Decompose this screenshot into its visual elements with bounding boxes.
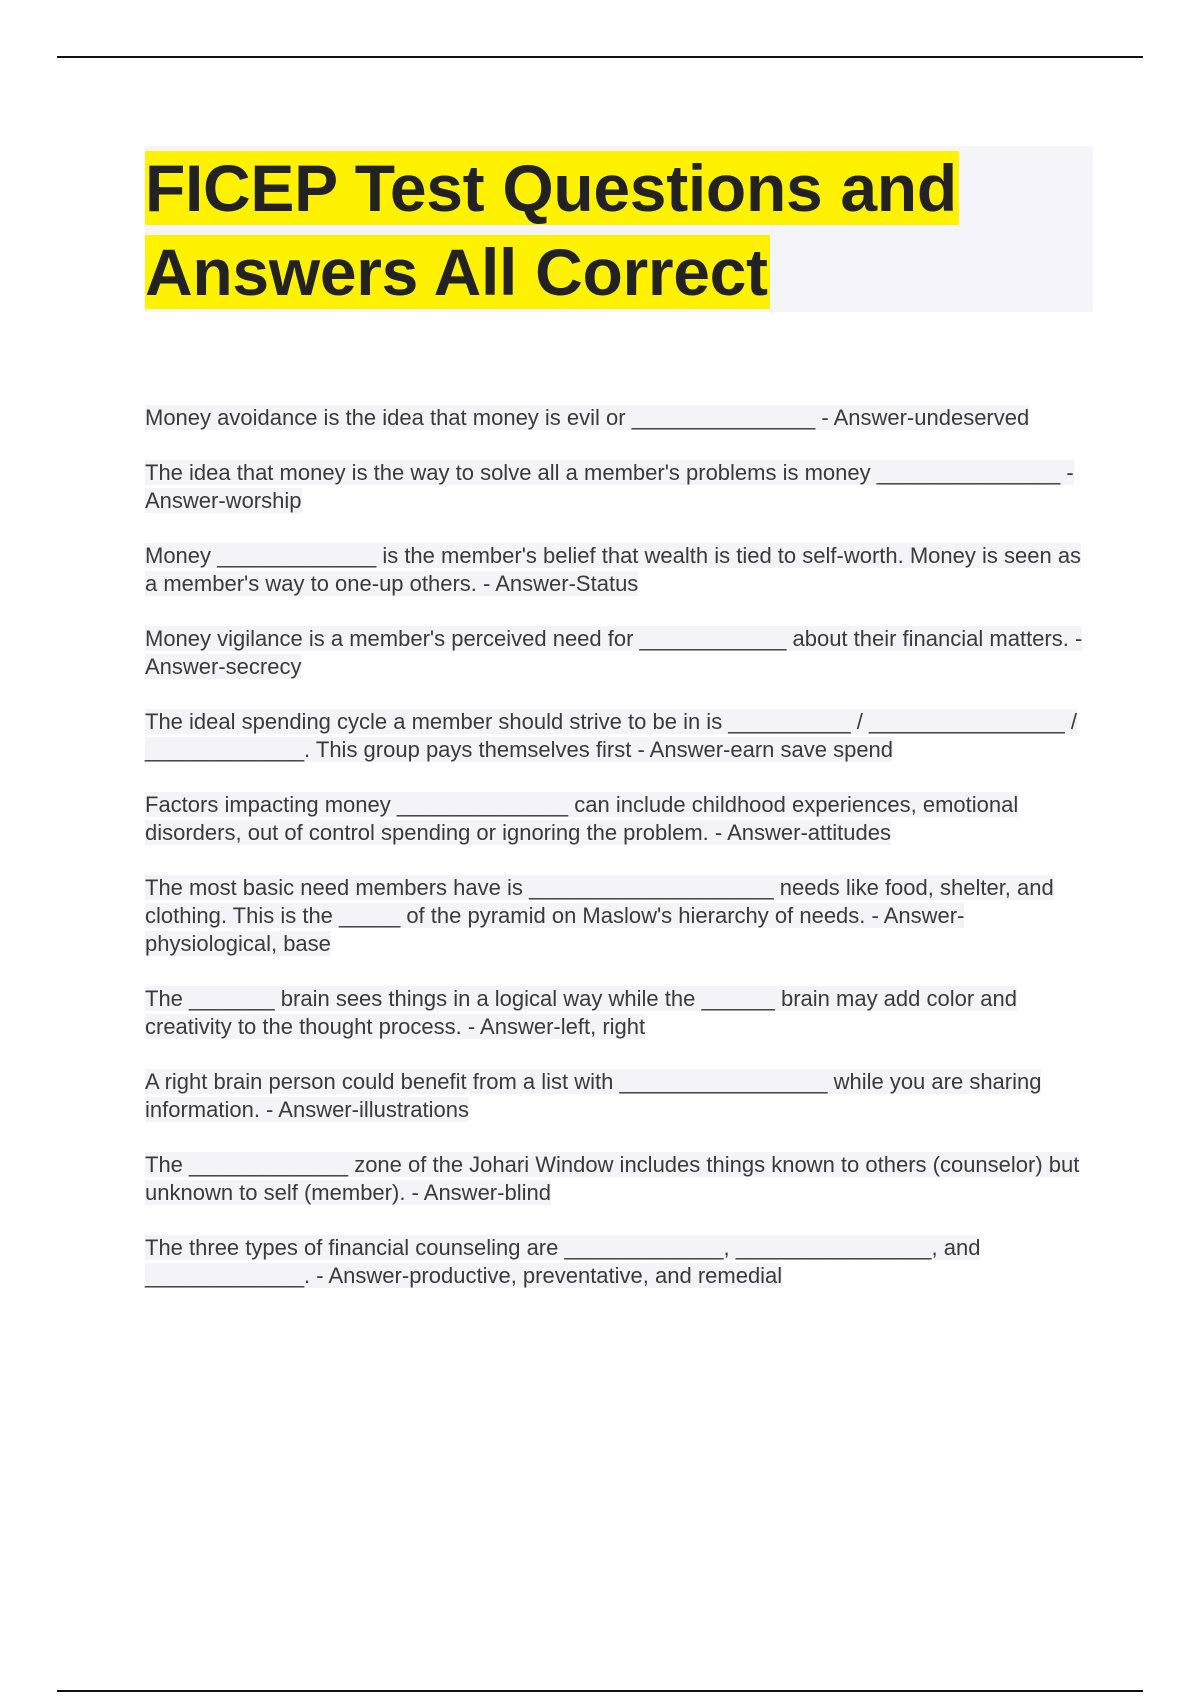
qa-item: Money vigilance is a member's perceived need for ____________ about their financial matters. - Answer-secrecy	[145, 626, 1083, 679]
qa-item: Factors impacting money ______________ can include childhood experiences, emotional disorders, out of control spending or ignoring the problem. - Answer-attitudes	[145, 792, 1019, 845]
qa-item: Money avoidance is the idea that money is evil or _______________ - Answer-undeserved	[145, 405, 1030, 430]
document-title	[145, 146, 1093, 314]
title-block	[145, 146, 1093, 312]
qa-list	[145, 404, 1095, 1317]
qa-item: The idea that money is the way to solve all a member's problems is money _______________ - Answer-worship	[145, 460, 1074, 513]
top-rule	[57, 56, 1143, 58]
bottom-rule	[57, 1690, 1143, 1692]
qa-item: The most basic need members have is ____________________ needs like food, shelter, and clothing. This is the _____ of the pyramid on Maslow's hierarchy of needs. - Answer-physiological, base	[145, 875, 1054, 956]
qa-item: A right brain person could benefit from a list with _________________ while you are sharing information. - Answer-illustrations	[145, 1069, 1042, 1122]
qa-item: The ideal spending cycle a member should strive to be in is __________ / ________________ / _____________. This group pays themselves first - Answer-earn save spend	[145, 709, 1077, 762]
document-title-text: FICEP Test Questions and Answers All Correct	[145, 151, 957, 309]
qa-item: The _____________ zone of the Johari Window includes things known to others (counselor) but unknown to self (member). - Answer-blind	[145, 1152, 1080, 1205]
qa-item: The _______ brain sees things in a logical way while the ______ brain may add color and creativity to the thought process. - Answer-left, right	[145, 986, 1018, 1039]
qa-item: The three types of financial counseling are _____________, ________________, and _____________. - Answer-productive, preventative, and remedial	[145, 1235, 981, 1288]
qa-item: Money _____________ is the member's belief that wealth is tied to self-worth. Money is seen as a member's way to one-up others. - Answer-Status	[145, 543, 1082, 596]
